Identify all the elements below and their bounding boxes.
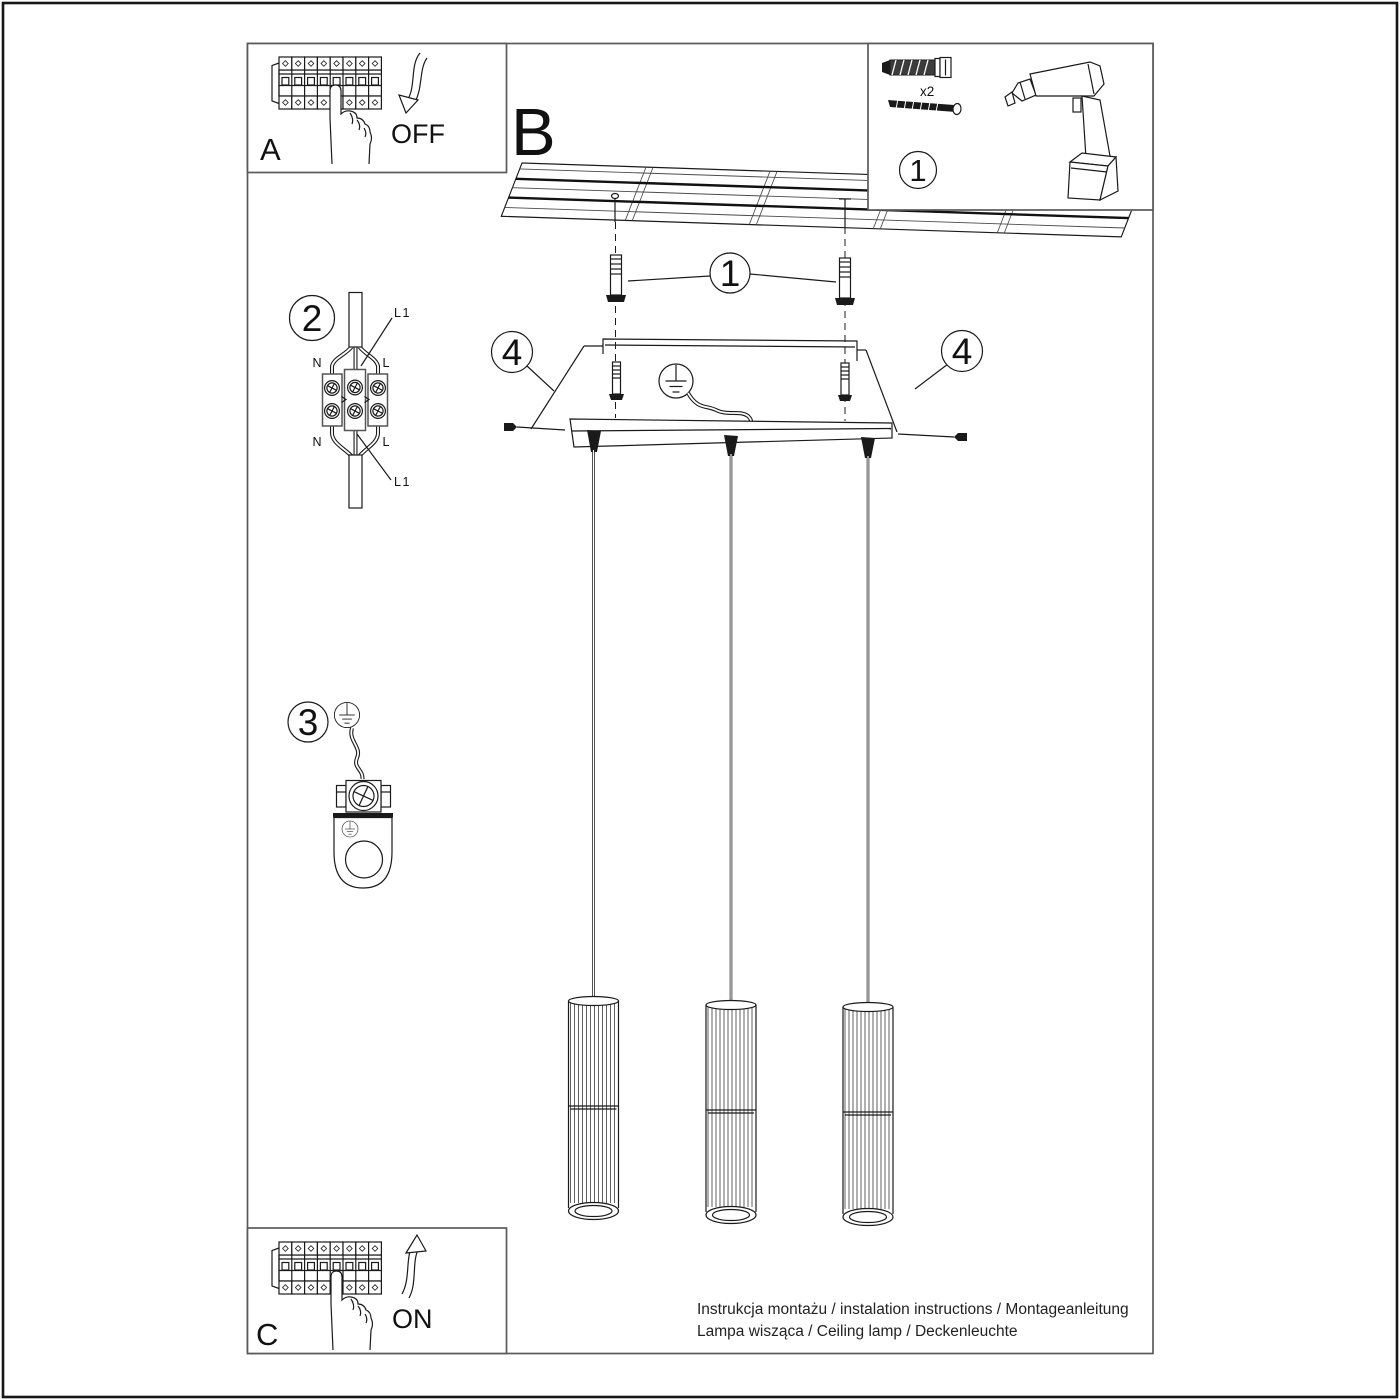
bracket-screw-left [609,362,624,400]
bracket-step-number-left: 4 [501,332,523,373]
main-assembly-diagram [492,222,983,1226]
step-3-number: 3 [297,702,319,743]
ground-symbol-icon [342,821,358,837]
cable-sheath-top [349,293,362,348]
l1-bottom-label: L1 [394,475,411,489]
cable-grip-2 [724,435,738,456]
ground-lead-wire [351,728,362,779]
section-b-label: B [511,95,556,170]
canopy-screw-right [898,433,967,441]
mounting-strip [603,339,857,361]
panel-c-label: C [256,1317,279,1352]
l-top-label: L [382,356,390,370]
n-top-label: N [312,356,322,370]
step-1-number: 1 [909,153,927,188]
anchor-screw-left [606,255,626,302]
bracket-screw-right [838,363,852,401]
ground-wire [688,393,751,421]
cable-grip-3 [861,437,875,458]
anchor-screw-right [835,258,855,305]
l1-top-label: L1 [394,306,411,320]
on-label: ON [392,1304,433,1334]
ground-symbol-icon [659,364,693,398]
ground-terminal [337,781,391,813]
wiring-diagram [290,293,411,509]
ceiling-hole-left [612,194,619,199]
terminal-block [323,370,388,431]
page-border [3,3,1397,1397]
panel-parts [868,44,1153,211]
step-2-number: 2 [301,298,323,339]
mounting-bracket-piece [333,813,393,888]
circuit-breaker-icon [272,57,381,109]
cable-grip-1 [587,430,601,452]
pendant-lamp-3 [843,1003,893,1226]
l-bottom-label: L [382,435,390,449]
panel-breaker-on [248,1228,507,1354]
content-frame [248,44,1154,1354]
anchor-step-number: 1 [719,253,741,294]
bracket-step-number-right: 4 [951,331,973,372]
footer-title-line: Instrukcja montażu / instalation instructions / Montageanleitung [697,1301,1129,1318]
panel-a-label: A [260,132,281,167]
screw-count-label: x2 [920,84,935,99]
circuit-breaker-icon [272,1242,381,1294]
suspension-cables [594,450,869,1006]
pendant-lamp-1 [569,997,619,1220]
panel-breaker-off [248,44,507,173]
grounding-diagram [288,702,393,888]
cable-sheath-bottom [349,455,362,508]
wall-plug-icon [882,58,951,78]
pendant-lamp-2 [706,1001,756,1224]
n-bottom-label: N [312,435,322,449]
off-label: OFF [391,119,445,149]
footer-product-line: Lampa wisząca / Ceiling lamp / Deckenleuchte [697,1323,1018,1340]
ground-symbol-icon [334,702,359,727]
